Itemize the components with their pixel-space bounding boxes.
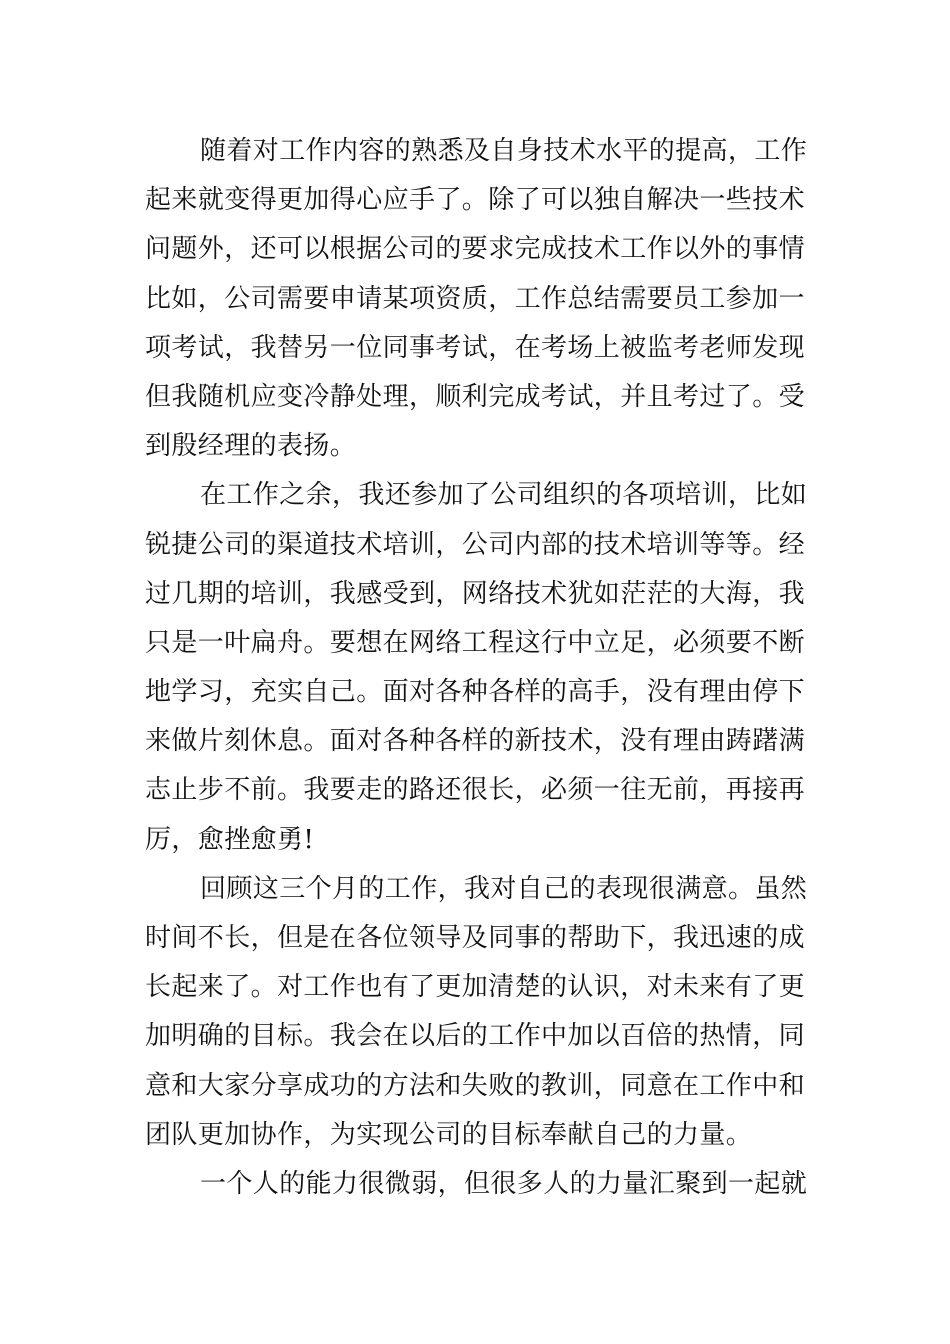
paragraph-3-line-5: 意和大家分享成功的方法和失败的教训，同意在工作中和 [145, 1070, 806, 1101]
paragraph-3-line-1: 回顾这三个月的工作，我对自己的表现很满意。虽然 [200, 873, 808, 904]
paragraph-2-line-1: 在工作之余，我还参加了公司组织的各项培训，比如 [200, 480, 808, 511]
paragraph-1-line-1: 随着对工作内容的熟悉及自身技术水平的提高，工作 [200, 136, 808, 166]
paragraph-2-line-3: 过几期的培训，我感受到，网络技术犹如茫茫的大海，我 [145, 578, 806, 609]
paragraph-1-line-7: 到殷经理的表扬。 [145, 431, 357, 462]
paragraph-1-line-6: 但我随机应变冷静处理，顺利完成考试，并且考过了。受 [145, 381, 806, 412]
paragraph-3-line-6: 团队更加协作，为实现公司的目标奉献自己的力量。 [145, 1119, 753, 1150]
paragraph-4-line-1: 一个人的能力很微弱，但很多人的力量汇聚到一起就 [200, 1168, 808, 1199]
paragraph-2-line-6: 来做片刻休息。面对各种各样的新技术，没有理由踌躇满 [145, 726, 806, 757]
paragraph-3-line-3: 长起来了。对工作也有了更加清楚的认识，对未来有了更 [145, 972, 806, 1003]
paragraph-2-line-7: 志止步不前。我要走的路还很长，必须一往无前，再接再 [145, 775, 806, 806]
paragraph-2-line-8: 厉，愈挫愈勇! [145, 824, 315, 855]
paragraph-2-line-4: 只是一叶扁舟。要想在网络工程这行中立足，必须要不断 [145, 627, 806, 658]
document-body [145, 127, 815, 1209]
paragraph-3-line-2: 时间不长，但是在各位领导及同事的帮助下，我迅速的成 [145, 923, 806, 953]
paragraph-1-line-5: 项考试，我替另一位同事考试，在考场上被监考老师发现 [145, 332, 806, 363]
paragraph-1-line-3: 问题外，还可以根据公司的要求完成技术工作以外的事情 [145, 234, 806, 265]
paragraph-2-line-2: 锐捷公司的渠道技术培训，公司内部的技术培训等等。经 [145, 529, 806, 560]
paragraph-3-line-4: 加明确的目标。我会在以后的工作中加以百倍的热情，同 [145, 1021, 806, 1052]
paragraph-1-line-4: 比如，公司需要申请某项资质，工作总结需要员工参加一 [145, 283, 806, 314]
paragraph-2-line-5: 地学习，充实自己。面对各种各样的高手，没有理由停下 [145, 677, 806, 708]
paragraph-1-line-2: 起来就变得更加得心应手了。除了可以独自解决一些技术 [145, 185, 806, 216]
